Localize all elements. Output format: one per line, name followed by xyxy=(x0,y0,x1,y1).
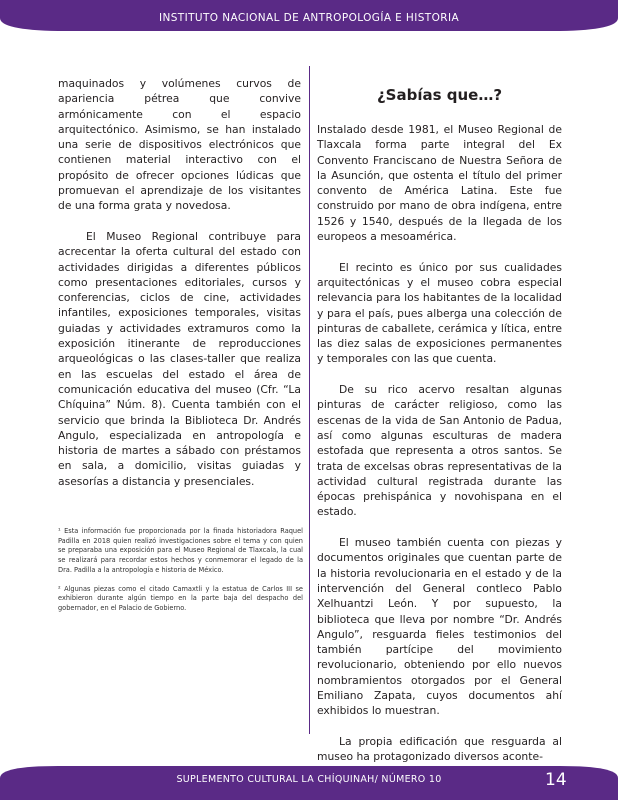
sidebar-heading: ¿Sabías que…? xyxy=(376,86,503,104)
right-paragraph-4: El museo también cuenta con piezas y documentos originales que cuentan parte de la historia revolucionaria en el estado y de la intervención del General contleco Pablo Xelhuantzi León. Y por supuesto, la biblioteca que lleva por nombre “Dr. Andrés Angulo”, resguarda fieles testimonios del también partícipe del movimiento revolucionario, obteniendo por ello nuevos nombramientos otorgados por el General Emiliano Zapata, cuyos documentos ahí exhibidos lo muestran. xyxy=(317,536,562,718)
right-paragraph-1: Instalado desde 1981, el Museo Regional de Tlaxcala forma parte integral del Ex Convento Franciscano de Nuestra Señora de la Asunción, que ostenta el título del primer convento de América Latina. Este fue construido por mano de obra indígena, entre 1526 y 1540, después de la llegada de los europeos a mesoamérica. xyxy=(317,123,562,244)
page-header xyxy=(0,0,618,40)
right-paragraph-2: El recinto es único por sus cualidades arquitectónicas y el museo cobra especial relevancia para los habitantes de la localidad y para el país, pues alberga una colección de pinturas de caballete, cerámica y lítica, entre las diez salas de exposiciones permanentes y temporales con las que cuenta. xyxy=(317,260,562,366)
footnote-1: ¹ Esta información fue proporcionada por la finada historiadora Raquel Padilla en 2018 quien realizó investigaciones sobre el tema y con quien se preparaba una exposición para el Museo Regional de Tlaxcala, la cual se realizará para recordar estos hechos y conmemorar el legado de la Dra. Padilla a la antropología e historia de México. xyxy=(58,527,303,574)
footnote-2: ² Algunas piezas como el citado Camaxtli y la estatua de Carlos III se exhibieron durante algún tiempo en la parte baja del despacho del gobernador, en el Palacio de Gobierno. xyxy=(58,584,303,612)
left-paragraph-2: El Museo Regional contribuye para acrecentar la oferta cultural del estado con actividades dirigidas a diferentes públicos como presentaciones editoriales, cursos y conferencias, ciclos de cine, actividades infantiles, exposiciones temporales, visitas guiadas y actividades extramuros como la exposición itinerante de reproducciones arqueológicas o las clases-taller que realiza en las escuelas del estado el área de comunicación educativa del museo (Cfr. “La Chíquina” Núm. 8). Cuenta también con el servicio que brinda la Biblioteca Dr. Andrés Angulo, especializada en antropología e historia de martes a sábado con préstamos en sala, a domicilio, visitas guiadas y asesorías a distancia y presenciales. xyxy=(58,229,301,488)
header-title: INSTITUTO NACIONAL DE ANTROPOLOGÍA E HISTORIA xyxy=(158,12,460,24)
right-paragraph-5: La propia edificación que resguarda al museo ha protagonizado diversos aconte- xyxy=(317,734,562,764)
page-number: 14 xyxy=(545,770,567,790)
right-column xyxy=(317,84,562,780)
page-footer xyxy=(0,760,618,800)
column-divider xyxy=(309,66,310,734)
right-paragraph-3: De su rico acervo resaltan algunas pinturas de carácter religioso, como las escenas de la vida de San Antonio de Padua, así como algunas esculturas de madera estofada que representa a otros santos. Se trata de excelsas obras representativas de la actividad cultural registrada durante las épocas prehispánica y novohispana en el estado. xyxy=(317,383,562,519)
footer-title: SUPLEMENTO CULTURAL LA CHÍQUINAH/ NÚMERO 10 xyxy=(176,774,442,785)
footnotes xyxy=(58,527,303,623)
left-paragraph-1: maquinados y volúmenes curvos de apariencia pétrea que convive armónicamente con el espacio arquitectónico. Asimismo, se han instalado una serie de dispositivos electrónicos que contienen material interactivo con el propósito de ofrecer opciones lúdicas que promuevan el aprendizaje de los visitantes de una forma grata y novedosa. xyxy=(58,77,301,213)
left-column xyxy=(58,76,301,504)
